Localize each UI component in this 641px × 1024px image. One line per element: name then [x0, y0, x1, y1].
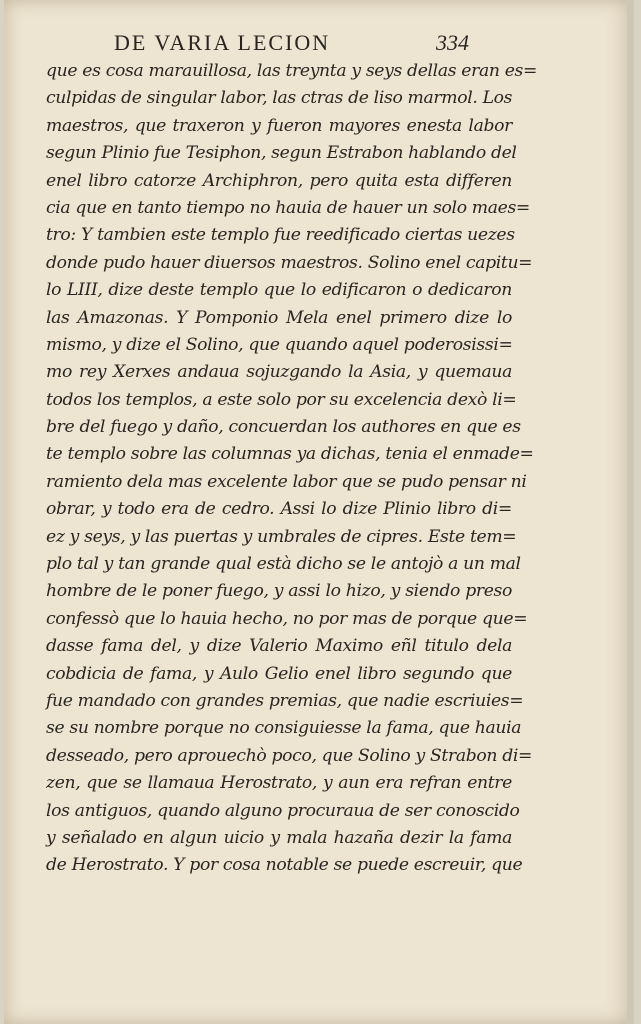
text-line: plo tal y tan grande qual està dicho se le antojò a un mal — [46, 554, 521, 575]
running-title: DE VARIA LECION — [114, 30, 331, 55]
text-line: las Amazonas. Y Pomponio Mela enel primero dize lo — [46, 307, 512, 328]
text-line: fue mandado con grandes premias, que nadie escriuies= — [46, 690, 524, 711]
text-line: de Herostrato. Y por cosa notable se puede escreuir, que — [46, 855, 523, 876]
text-line: confessò que lo hauia hecho, no por mas de porque que= — [46, 608, 528, 629]
text-line: zen, que se llamaua Herostrato, y aun era refran entre — [46, 773, 512, 794]
text-line: segun Plinio fue Tesiphon, segun Estrabon hablando del — [46, 143, 517, 164]
text-line: todos los templos, a este solo por su excelencia dexò li= — [46, 389, 517, 410]
text-line: cobdicia de fama, y Aulo Gelio enel libro segundo que — [46, 663, 512, 684]
text-line: bre del fuego y daño, concuerdan los authores en que es — [46, 417, 521, 438]
text-line: los antiguos, quando alguno procuraua de ser conoscido — [46, 800, 520, 821]
text-line: y señalado en algun uicio y mala hazaña dezir la fama — [46, 827, 512, 848]
text-line: maestros, que traxeron y fueron mayores enesta labor — [46, 115, 512, 136]
text-line: obrar, y todo era de cedro. Assi lo dize Plinio libro di= — [46, 499, 512, 520]
text-line: donde pudo hauer diuersos maestros. Solino enel capitu= — [46, 252, 533, 273]
page-edge — [627, 0, 634, 1024]
text-line: hombre de le poner fuego, y assi lo hizo, y siendo preso — [46, 581, 512, 602]
body-text — [46, 58, 538, 880]
page-header — [0, 30, 641, 56]
text-line: desseado, pero aprouechò poco, que Solino y Strabon di= — [46, 745, 533, 766]
text-line: lo LIII, dize deste templo que lo edificaron o dedicaron — [46, 280, 512, 301]
text-line: que es cosa marauillosa, las treynta y seys dellas eran es= — [46, 61, 538, 81]
text-line: mo rey Xerxes andaua sojuzgando la Asia, y quemaua — [46, 362, 512, 383]
text-line: mismo, y dize el Solino, que quando aquel poderosissi= — [46, 334, 513, 355]
text-line: culpidas de singular labor, las ctras de liso marmol. Los — [46, 88, 513, 109]
text-line: tro: Y tambien este templo fue reedificado ciertas uezes — [46, 225, 515, 246]
text-line: te templo sobre las columnas ya dichas, tenia el enmade= — [46, 444, 534, 465]
page-number: 334 — [436, 30, 469, 55]
text-line: enel libro catorze Archiphron, pero quita esta differen — [46, 170, 512, 191]
text-line: dasse fama del, y dize Valerio Maximo eñl titulo dela — [46, 636, 512, 657]
text-line: se su nombre porque no consiguiesse la fama, que hauia — [46, 718, 522, 739]
text-line: ez y seys, y las puertas y umbrales de cipres. Este tem= — [46, 526, 517, 547]
text-line: cia que en tanto tiempo no hauia de hauer un solo maes= — [46, 197, 530, 218]
text-line: ramiento dela mas excelente labor que se pudo pensar ni — [46, 471, 527, 492]
